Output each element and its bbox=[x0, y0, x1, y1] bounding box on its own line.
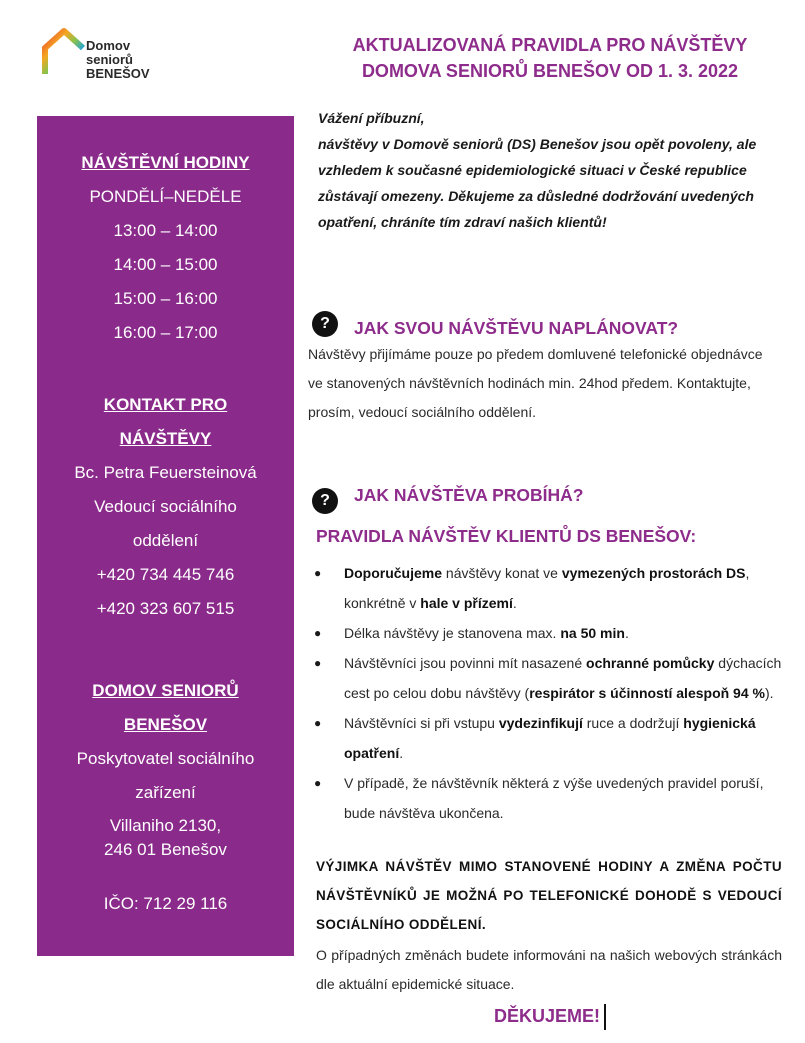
visiting-slot: 15:00 – 16:00 bbox=[113, 289, 218, 308]
rule-text: Návštěvníci si při vstupu bbox=[344, 715, 499, 731]
plan-visit-heading: JAK SVOU NÁVŠTĚVU NAPLÁNOVAT? bbox=[354, 318, 679, 338]
info-sidebar bbox=[37, 116, 294, 956]
list-item bbox=[312, 618, 782, 648]
organization-description-line-1: Poskytovatel sociálního bbox=[76, 749, 255, 768]
bullet-icon: ● bbox=[314, 776, 322, 790]
visiting-days: PONDĚLÍ–NEDĚLE bbox=[89, 187, 242, 206]
changes-note: O případných změnách budete informováni na našich webových stránkách dle aktuální epidemické situace. bbox=[316, 947, 782, 992]
contact-role-line-2: oddělení bbox=[132, 531, 199, 550]
logo-line-2: seniorů bbox=[86, 52, 133, 67]
visit-process-heading: JAK NÁVŠTĚVA PROBÍHÁ? bbox=[354, 485, 584, 505]
rule-text: V případě, že návštěvník některá z výše uvedených pravidel poruší, bude návštěva ukončena. bbox=[344, 775, 764, 821]
address-line-1: Villaniho 2130, bbox=[109, 816, 222, 835]
thanks-text: DĚKUJEME! bbox=[494, 1006, 601, 1026]
organization-heading-line-2: BENEŠOV bbox=[123, 715, 208, 734]
rule-emphasis: respirátor s účinností alespoň 94 % bbox=[529, 685, 765, 701]
rule-text: . bbox=[399, 745, 404, 761]
company-id: IČO: 712 29 116 bbox=[103, 894, 228, 913]
list-item bbox=[312, 708, 782, 768]
rule-text: Návštěvníci jsou povinni mít nasazené bbox=[344, 655, 587, 671]
rule-emphasis: hygienická opatření bbox=[344, 715, 756, 761]
exception-notice: VÝJIMKA NÁVŠTĚV MIMO STANOVENÉ HODINY A ZMĚNA POČTU NÁVŠTĚVNÍKŮ JE MOŽNÁ PO TELEFONICKÉ DOHODĚ S VEDOUCÍ SOCIÁLNÍHO ODDĚLENÍ. bbox=[316, 859, 782, 932]
rule-emphasis: na 50 min bbox=[560, 625, 625, 641]
visiting-hours-heading: NÁVŠTĚVNÍ HODINY bbox=[81, 153, 250, 172]
organization-logo bbox=[40, 26, 170, 84]
bullet-icon: ● bbox=[314, 566, 322, 580]
title-line-1: AKTUALIZOVANÁ PRAVIDLA PRO NÁVŠTĚVY bbox=[352, 35, 748, 55]
list-item bbox=[312, 648, 782, 708]
bullet-icon: ● bbox=[314, 656, 322, 670]
title-line-2: DOMOVA SENIORŮ BENEŠOV OD 1. 3. 2022 bbox=[361, 61, 739, 81]
logo-line-3: BENEŠOV bbox=[86, 66, 150, 81]
page-title bbox=[300, 32, 800, 84]
visiting-slot: 13:00 – 14:00 bbox=[113, 221, 218, 240]
rule-text: dýchacích cest po celou dobu návštěvy ( bbox=[344, 655, 782, 701]
contact-name: Bc. Petra Feuersteinová bbox=[74, 463, 257, 482]
visiting-slot: 14:00 – 15:00 bbox=[113, 255, 218, 274]
question-mark-icon: ? bbox=[312, 488, 338, 514]
question-mark-icon: ? bbox=[312, 311, 338, 337]
contact-phone: +420 323 607 515 bbox=[96, 599, 235, 618]
rule-text: návštěvy konat ve bbox=[442, 565, 562, 581]
organization-description-line-2: zařízení bbox=[135, 783, 196, 802]
rule-text: Délka návštěvy je stanovena max. bbox=[344, 625, 561, 641]
rule-text: ). bbox=[764, 685, 774, 701]
visit-rules-heading: PRAVIDLA NÁVŠTĚV KLIENTŮ DS BENEŠOV: bbox=[316, 526, 697, 546]
rule-text: ruce a dodržují bbox=[582, 715, 684, 731]
list-item bbox=[312, 768, 782, 828]
organization-heading-line-1: DOMOV SENIORŮ bbox=[92, 681, 239, 700]
visit-rules-list bbox=[312, 558, 782, 828]
rule-emphasis: vydezinfikují bbox=[498, 715, 583, 731]
list-item bbox=[312, 558, 782, 618]
house-logo-icon bbox=[40, 26, 88, 80]
contact-heading-line-1: KONTAKT PRO bbox=[103, 395, 228, 414]
intro-message bbox=[318, 105, 783, 235]
rule-text: . bbox=[624, 625, 629, 641]
rule-emphasis: hale v přízemí bbox=[420, 595, 513, 611]
address-line-2: 246 01 Benešov bbox=[104, 840, 227, 859]
rule-text: . bbox=[512, 595, 517, 611]
intro-text: návštěvy v Domově seniorů (DS) Benešov jsou opět povoleny, ale vzhledem k současné epidemiologické situaci v České republice zůstávají omezeny. Děkujeme za důsledné dodržování uvedených opatření, chráníte tím zdraví našich klientů! bbox=[318, 136, 757, 230]
rule-text: , konkrétně v bbox=[344, 565, 750, 611]
logo-line-1: Domov bbox=[86, 38, 131, 53]
rule-emphasis: vymezených prostorách DS bbox=[561, 565, 746, 581]
visiting-slot: 16:00 – 17:00 bbox=[113, 323, 218, 342]
bullet-icon: ● bbox=[314, 626, 322, 640]
rule-emphasis: ochranné pomůcky bbox=[586, 655, 715, 671]
greeting: Vážení příbuzní, bbox=[318, 110, 425, 126]
contact-heading-line-2: NÁVŠTĚVY bbox=[119, 429, 212, 448]
contact-role-line-1: Vedoucí sociálního bbox=[94, 497, 237, 516]
text-cursor bbox=[604, 1004, 606, 1030]
plan-visit-text: Návštěvy přijímáme pouze po předem domluvené telefonické objednávce ve stanovených návštěvních hodinách min. 24hod předem. Kontaktujte, prosím, vedoucí sociálního oddělení. bbox=[308, 346, 763, 420]
bullet-icon: ● bbox=[314, 716, 322, 730]
rule-emphasis: Doporučujeme bbox=[344, 565, 443, 581]
contact-phone: +420 734 445 746 bbox=[96, 565, 235, 584]
